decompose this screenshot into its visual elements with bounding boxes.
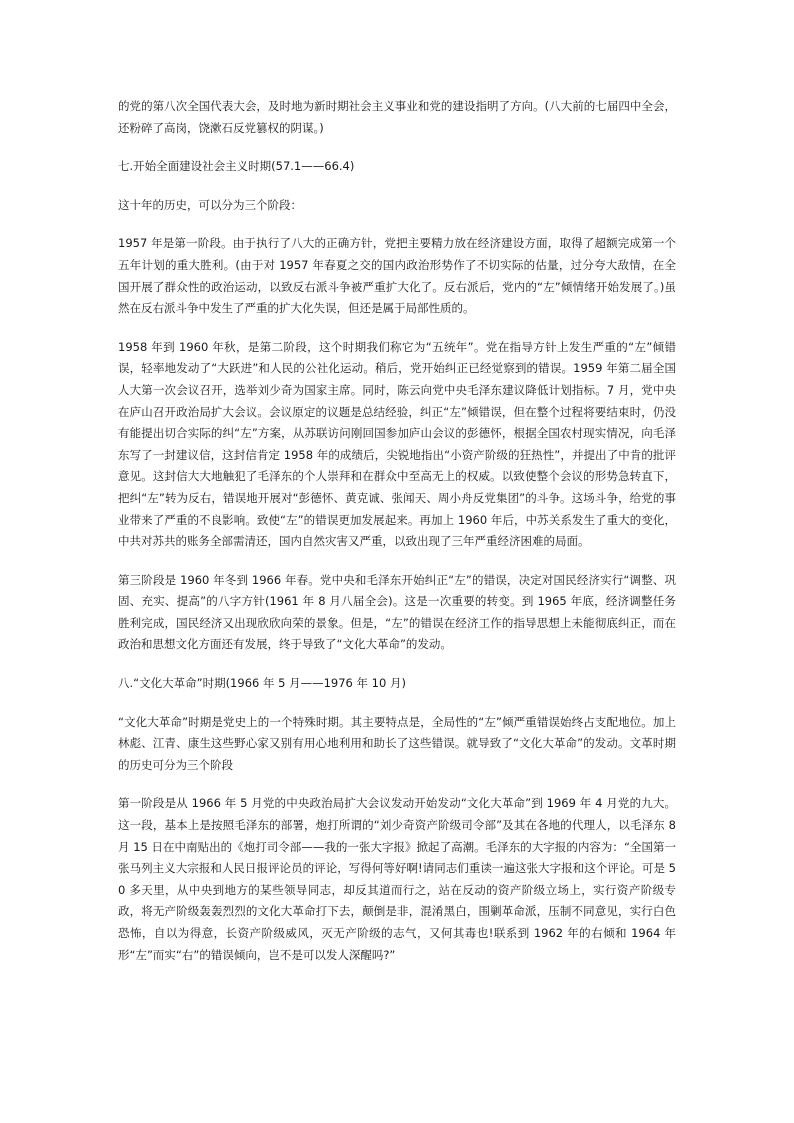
paragraph-stage-two: 1958 年到 1960 年秋，是第二阶段，这个时期我们称它为“五统年”。党在指导方针上发生严重的“左”倾错误，轻率地发动了“大跃进”和人民的公社化运动。稍后，党开始纠正已经觉察到的错误。1959 年第二届全国人大第一次会议召开，选举刘少奇为国家主席。同时，陈云向党中央毛泽东建议降低计划指标。7 月，党中央在庐山召开政治局扩大会议。会议原定的议题是总结经验，纠正“左”倾错误，但在整个过程将要结束时，仍没有能提出切合实际的纠“左”方案，从苏联访问刚回国参加庐山会议的彭德怀，根据全国农村现实情况，向毛泽东写了一封建议信，这封信肯定 1958 年的成绩后，尖锐地指出“小资产阶级的狂热性”，并提出了中肯的批评意见。这封信大大地触犯了毛泽东的个人崇拜和在群众中至高无上的权威。以致使整个会议的形势急转直下，把纠“左”转为反右，错误地开展对“彭德怀、黄克诚、张闻天、周小舟反党集团”的斗争。这场斗争，给党的事业带来了严重的不良影响。致使“左”的错误更加发展起来。再加上 1960 年后，中苏关系发生了重大的变化，中共对苏共的账务全部需清还，国内自然灾害又严重，以致出现了三年严重经济困难的局面。 xyxy=(118,339,676,549)
paragraph-stage-one: 1957 年是第一阶段。由于执行了八大的正确方针，党把主要精力放在经济建设方面，取得了超额完成第一个五年计划的重大胜利。(由于对 1957 年春夏之交的国内政治形势作了不切实际的估量，过分夸大敌情，在全国开展了群众性的政治运动，以致反右派斗争被严重扩大化了。反右派后，党内的“左”倾情绪开始发展了。)虽然在反右派斗争中发生了严重的扩大化失误，但还是属于局部性质的。 xyxy=(118,236,676,316)
paragraph-cultural-revolution-stage-one: 第一阶段是从 1966 年 5 月党的中央政治局扩大会议发动开始发动“文化大革命”到 1969 年 4 月党的九大。这一段，基本上是按照毛泽东的部署，炮打所谓的“刘少奇资产阶级司令部”及其在各地的代理人，以毛泽东 8 月 15 日在中南贴出的《炮打司令部——我的一张大字报》掀起了高潮。毛泽东的大字报的内容为：“全国第一张马列主义大宗报和人民日报评论员的评论，写得何等好啊!请同志们重读一遍这张大字报和这个评论。可是 50 多天里，从中央到地方的某些领导同志，却反其道而行之，站在反动的资产阶级立场上，实行资产阶级专政，将无产阶级轰轰烈烈的文化大革命打下去，颠倒是非，混淆黑白，围剿革命派，压制不同意见，实行白色恐怖，自以为得意，长资产阶级威风，灭无产阶级的志气，又何其毒也!联系到 1962 年的右倾和 1964 年形“左”而实“右”的错误倾向，岂不是可以发人深醒吗?” xyxy=(118,796,676,962)
document-page xyxy=(118,96,676,966)
paragraph-three-stages: 这十年的历史，可以分为三个阶段： xyxy=(118,197,302,212)
paragraph-stage-three: 第三阶段是 1960 年冬到 1966 年春。党中央和毛泽东开始纠正“左”的错误，决定对国民经济实行“调整、巩固、充实、提高”的八字方针(1961 年 8 月八届全会)。这是一次重要的转变。到 1965 年底，经济调整任务胜利完成，国民经济又出现欣欣向荣的景象。但是，“左”的错误在经济工作的指导思想上未能彻底纠正，而在政治和思想文化方面还有发展，终于导致了“文化大革命”的发动。 xyxy=(118,572,676,652)
section-heading-seven: 七.开始全面建设社会主义时期(57.1——66.4) xyxy=(118,159,355,174)
paragraph-cultural-revolution-intro: “文化大革命”时期是党史上的一个特殊时期。其主要特点是，全局性的“左”倾严重错误始终占支配地位。加上林彪、江青、康生这些野心家又别有用心地利用和助长了这些错误。就导致了“文化大革命”的发动。文革时期的历史可分为三个阶段 xyxy=(118,714,676,772)
paragraph-intro: 的党的第八次全国代表大会，及时地为新时期社会主义事业和党的建设指明了方向。(八大前的七届四中全会，还粉碎了高岗，饶漱石反党篡权的阴谋。) xyxy=(118,99,676,135)
section-heading-eight: 八.“文化大革命”时期(1966 年 5 月——1976 年 10 月) xyxy=(118,676,406,691)
